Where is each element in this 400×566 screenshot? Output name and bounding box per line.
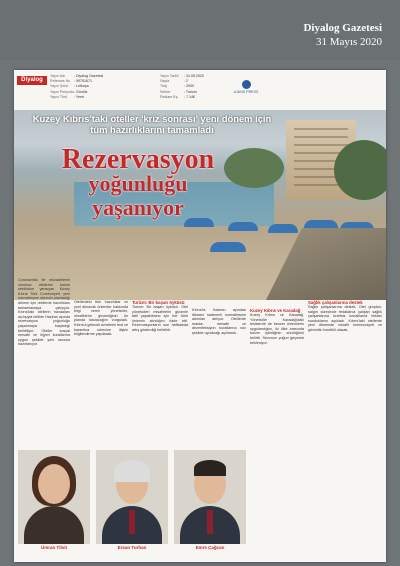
meta-value: : 99751671 [74, 79, 92, 84]
tie [207, 510, 213, 534]
article-column: Coronavirüs ile mücadelenin olumsuz etkilerini turizm sektörüne yansıyan Kuzey Kıbrıs Türk Cumhuriyeti, yeni normalleşme sürecini planladığı dönem için otellerde hazırlıkları tamamlamaya çalışıyor. Kıbrıs'taki otellerin havaalanı açılışıyla birlikte Haziran ayında rezervasyon yoğunluğu yaşanmaya başladığı belirtiliyor. Oteller sosyal mesafe ve hijyen kurallarına uygun şekilde yeni sezona hazırlanıyor. [18, 278, 70, 347]
meta-row [160, 95, 204, 100]
publication-logo: Diyalog [17, 76, 47, 85]
hair [194, 460, 226, 476]
article-kicker: Kuzey Kıbrıs'taki oteller 'kriz sonrası' yeni dönem için tüm hazırlıklarını tamamladı [32, 113, 272, 135]
clipping-metadata [14, 70, 386, 111]
column-text: Otellerdeki tüm hazırlıklar ve yeni alınacak önlemler hakkında bilgi veren yöneticiler, misafirlerin güvenliğinin ön planda tutulacağını vurguladı. Kıbrıs'a gelecek turistlerin test ve karantina sürecine ilişkin bilgilendirme yapılacak. [74, 300, 128, 337]
column-text: Sağlık çalışanlarına destek. Otel grupları, salgın sürecinde fedakârca çalışan sağlık çalışanlarına ücretsiz konaklama imkânı sunduklarını açıkladı. Kıbrıs'taki otellerde yeni dönemde misafir memnuniyeti ve güvenlik öncelikli olacak. [308, 305, 382, 332]
metadata-column-a [50, 74, 103, 100]
meta-value: : Yerel [74, 94, 84, 99]
article-column [74, 300, 128, 440]
newspaper-clipping [14, 70, 386, 562]
headline-line-2: yoğunluğu [88, 171, 188, 196]
meta-key: Tiraj [160, 84, 167, 89]
hair [114, 460, 150, 482]
meta-key: Sektör [160, 89, 171, 94]
meta-value: : Lefkoşa [74, 84, 89, 89]
umbrella [228, 222, 258, 231]
meta-key: Yayın Tarihi [160, 74, 179, 78]
meta-value: : Günlük [74, 89, 88, 94]
portrait-caption: Ümran Tilvit [41, 545, 67, 550]
meta-value: : Turizm [184, 89, 197, 94]
masthead-name: Diyalog Gazetesi [303, 22, 382, 34]
meta-value: : Diyalog Gazetesi [74, 74, 104, 78]
meta-value: : 7.14€ [184, 94, 195, 99]
tie [129, 510, 135, 534]
article-column [250, 308, 304, 548]
tree [334, 140, 386, 200]
agency-logo [232, 80, 260, 94]
portrait-row [18, 450, 246, 552]
umbrella [304, 220, 338, 229]
masthead-bar [0, 0, 400, 60]
meta-key: Referans No [50, 79, 71, 84]
agency-name: AJANS PRESS [233, 90, 259, 94]
face [38, 464, 70, 504]
portrait-photo [18, 450, 90, 544]
portrait-caption: Ersan Turhan [117, 545, 147, 550]
column-text: Turizm: Bir başarı öyküsü. Otel yöneticileri misafirlerin güvenle tatil yapabilmesi için her türlü önlemin alındığını ifade etti. Rezervasyonların son haftalarda artış gösterdiği belirtildi. [132, 305, 188, 332]
headline-line-3: yaşanıyor [92, 195, 184, 220]
umbrella [268, 224, 298, 233]
column-text: Kuzey Kıbrıs ve Karadağ. Yöneticiler Karadağ'daki tesislerde de benzer önlemlerin uygulandığını, iki ülke arasında turizm işbirliğinin sürdüğünü belirtti. Sezonun yoğun geçmesi bekleniyor. [250, 313, 304, 345]
meta-key: Yayın Periyodu [50, 89, 75, 94]
meta-key: Yayın Adı [50, 74, 66, 78]
article-headline [38, 144, 238, 220]
portrait-photo [174, 450, 246, 544]
masthead-date: 31 Mayıs 2020 [316, 36, 382, 48]
agency-mark-icon [242, 80, 251, 89]
subheading: Turizm: Bir başarı öyküsü [132, 300, 185, 305]
headline-line-1: Rezervasyon [61, 144, 215, 175]
portrait-photo [96, 450, 168, 544]
article-column [308, 300, 382, 550]
meta-value: : 2 [184, 79, 188, 84]
article-column: Kıbrıs'ta Haziran ayından itibaren kademeli normalleşme adımları atılıyor. Otellerde maske, mesafe ve dezenfeksiyon kurallarına sıkı şekilde uyulacağı açıklandı. [192, 308, 246, 335]
portrait-caption: Emre Çağcan [195, 545, 225, 550]
article-body [14, 248, 386, 562]
meta-value: : 2000 [184, 84, 194, 89]
meta-key: Sayfa [160, 79, 170, 84]
subheading: Kuzey Kıbrıs ve Karadağ [250, 308, 301, 313]
subheading: Sağlık çalışanlarına destek [308, 300, 363, 305]
meta-key: Reklam Eş. [160, 94, 179, 99]
meta-key: Yayın Şehri [50, 84, 69, 89]
article-column [132, 300, 188, 440]
meta-key: Yayın Türü [50, 94, 68, 99]
meta-value: : 31.05.2020 [184, 74, 204, 78]
meta-row [50, 95, 103, 100]
metadata-column-b [160, 74, 204, 100]
shoulders [24, 506, 84, 544]
